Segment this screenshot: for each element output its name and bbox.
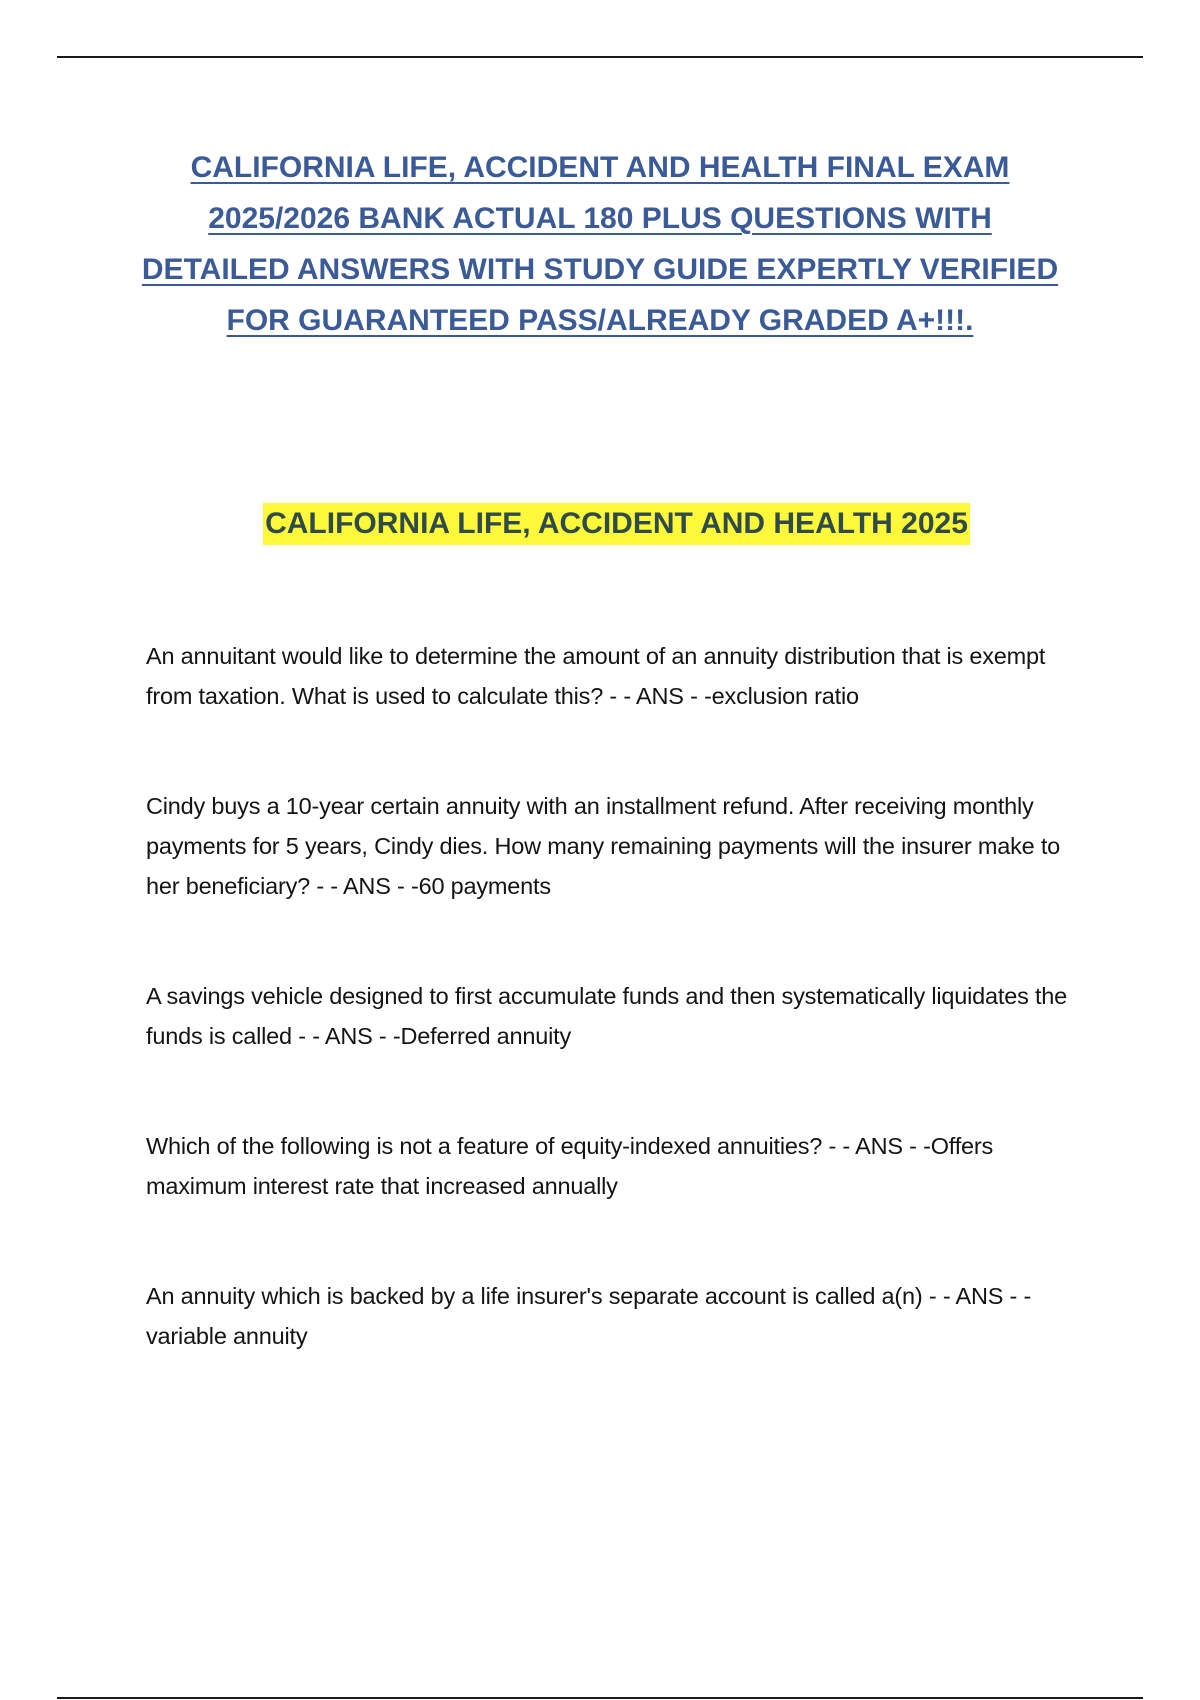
section-heading-text: CALIFORNIA LIFE, ACCIDENT AND HEALTH 2025 (263, 503, 970, 545)
question-item: An annuitant would like to determine the amount of an annuity distribution that is exempt from taxation. What is used to calculate this? - - ANS - -exclusion ratio (146, 643, 1046, 709)
title-line (120, 142, 1080, 193)
question-item: An annuity which is backed by a life insurer's separate account is called a(n) - - ANS - -variable annuity (146, 1283, 1032, 1349)
question-item: Cindy buys a 10-year certain annuity with an installment refund. After receiving monthly payments for 5 years, Cindy dies. How many remaining payments will the insurer make to her beneficiary? - - ANS - -60 payments (146, 793, 1061, 899)
section-heading (0, 503, 1200, 545)
bottom-divider (57, 1697, 1143, 1699)
question-item: Which of the following is not a feature of equity-indexed annuities? - - ANS - -Offers maximum interest rate that increased annually (146, 1133, 994, 1199)
title-line-text: FOR GUARANTEED PASS/ALREADY GRADED A+!!!. (226, 304, 974, 337)
title-line (120, 295, 1080, 346)
title-line-text: 2025/2026 BANK ACTUAL 180 PLUS QUESTIONS WITH (208, 202, 992, 235)
title-line (120, 193, 1080, 244)
title-line-text: CALIFORNIA LIFE, ACCIDENT AND HEALTH FINAL EXAM (190, 151, 1010, 184)
document-title (120, 142, 1080, 346)
question-list (146, 636, 1086, 1380)
top-divider (57, 56, 1143, 58)
title-line (120, 244, 1080, 295)
question-item: A savings vehicle designed to first accumulate funds and then systematically liquidates the funds is called - - ANS - -Deferred annuity (146, 983, 1068, 1049)
title-line-text: DETAILED ANSWERS WITH STUDY GUIDE EXPERTLY VERIFIED (141, 253, 1059, 286)
